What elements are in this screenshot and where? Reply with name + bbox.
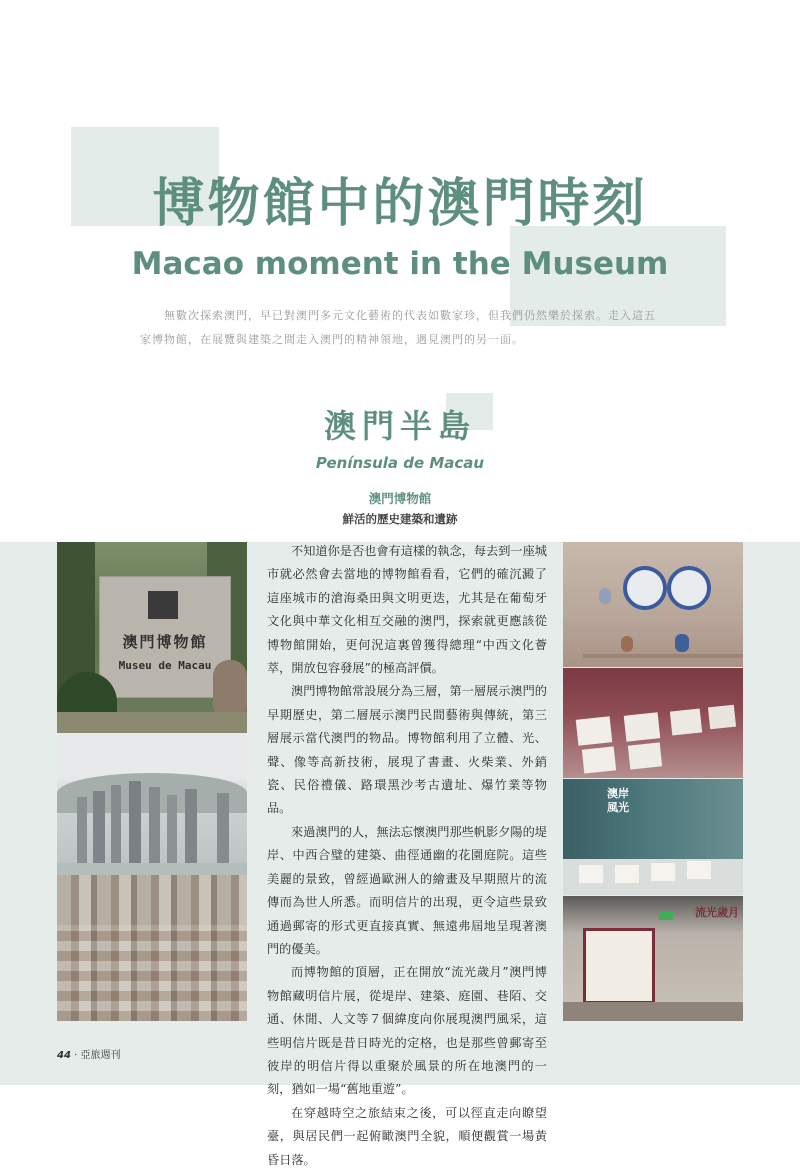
section-title-portuguese: Península de Macau: [315, 454, 485, 472]
publication-name: 亞旅週刊: [80, 1050, 121, 1061]
postcard-frame: [615, 865, 639, 883]
body-paragraph-4: 而博物館的頂層，正在開放“流光歲月”澳門博物館藏明信片展，從堤岸、建築、庭園、巷陌、交通、休閒、人文等７個緯度向你展現澳門風采，這些明信片既是昔日時光的定格，也是那些曾郵寄至彼岸的明信片得以重聚於風景的所在地澳門的一刻，猶如一場“舊地重遊”。: [267, 965, 547, 1097]
body-paragraph-3: 來過澳門的人，無法忘懷澳門那些帆影夕陽的堤岸、中西合璧的建築、曲徑通幽的花園庭院。這些美麗的景致，曾經過歐洲人的繪畫及早期照片的流傳而為世人所悉。而明信片的出現，更令這些景致通過郵寄的形式更直接真實、無遠弗屆地呈現著澳門的優美。: [267, 824, 547, 956]
skyscraper: [93, 791, 105, 863]
floor: [563, 1002, 743, 1021]
skyscraper: [77, 797, 87, 863]
postcard-frame: [687, 861, 711, 879]
postcard-frame: [579, 865, 603, 883]
page-footer: [57, 1046, 120, 1061]
footer-separator: ·: [74, 1050, 78, 1061]
page-title-english: Macao moment in the Museum: [131, 246, 669, 282]
skyscraper: [185, 789, 197, 863]
page-title-chinese: 博物館中的澳門時刻: [152, 174, 648, 234]
porcelain-vase: [599, 588, 611, 604]
body-paragraph-2: 澳門博物館常設展分為三層，第一層展示澳門的早期歷史，第二層展示澳門民間藝術與傳統，第三層展示當代澳門的物品。博物館利用了立體、光、聲、像等高新技術，展現了書畫、火柴業、外銷瓷、民俗禮儀、路環黑沙考古遺址、爆竹業等物品。: [267, 684, 547, 816]
skyscraper: [217, 793, 229, 863]
porcelain-vase: [675, 634, 689, 652]
article-body: [267, 540, 547, 1172]
old-town-roofs: [57, 925, 247, 1021]
postcard-frame: [670, 708, 702, 735]
postcard-frame: [582, 746, 616, 773]
city-view-photo: [57, 735, 247, 1021]
exhibit-board: [583, 928, 655, 1004]
museum-logo-icon: [148, 591, 178, 619]
postcard-frame: [576, 716, 613, 745]
intro-paragraph: 無數次探索澳門，早已對澳門多元文化藝術的代表如數家珍，但我們仍然樂於探索。走入這五家博物館，在展覽與建築之間走入澳門的精神領地，遇見澳門的另一面。: [140, 309, 656, 346]
gallery-room-photo: [563, 896, 743, 1021]
section-title-chinese: 澳門半島: [323, 407, 476, 445]
exit-sign: [659, 912, 673, 920]
body-paragraph-1: 不知道你是否也會有這樣的執念，每去到一座城市就必然會去當地的博物館看看，它們的確沉澱了這座城市的滄海桑田與文明更迭，尤其是在葡萄牙文化與中華文化相互交融的澳門，探索就更應該從博物館開始，更何況這裏曾獲得總理“中西文化薈萃，開放包容發展”的極高評價。: [267, 544, 547, 676]
porcelain-display-photo: [563, 542, 743, 667]
teal-exhibit-photo: [563, 779, 743, 895]
porcelain-vase: [621, 636, 633, 652]
display-shelf: [583, 654, 743, 658]
sign-text-chinese: 澳門博物館: [122, 633, 208, 651]
skyscraper: [129, 781, 141, 863]
exhibit-label: 澳岸風光: [607, 787, 629, 814]
water-strip: [57, 863, 247, 875]
skyscraper: [167, 795, 177, 863]
museum-name: 澳門博物館: [368, 491, 432, 506]
postcard-frame: [624, 712, 661, 741]
rock-shape: [213, 660, 247, 720]
ground: [57, 712, 247, 733]
sign-stone: [99, 576, 231, 698]
museum-subtitle: 鮮活的歷史建築和遺跡: [342, 512, 458, 526]
exhibit-label: 流光歲月: [695, 906, 739, 919]
museum-sign-photo: [57, 542, 247, 733]
skyscraper: [149, 787, 160, 863]
porcelain-plate: [667, 566, 711, 610]
postcard-frame: [708, 705, 736, 730]
body-paragraph-5: 在穿越時空之旅結束之後，可以徑直走向瞭望臺，與居民們一起俯瞰澳門全貌，順便觀賞一場黃昏日落。: [267, 1105, 547, 1167]
page-number: 44: [57, 1050, 71, 1061]
porcelain-plate: [623, 566, 667, 610]
postcard-exhibit-photo: [563, 668, 743, 778]
postcard-frame: [628, 742, 662, 769]
sign-text-portuguese: Museu de Macau: [118, 659, 212, 672]
postcard-frame: [651, 863, 675, 881]
skyscraper: [111, 785, 121, 863]
